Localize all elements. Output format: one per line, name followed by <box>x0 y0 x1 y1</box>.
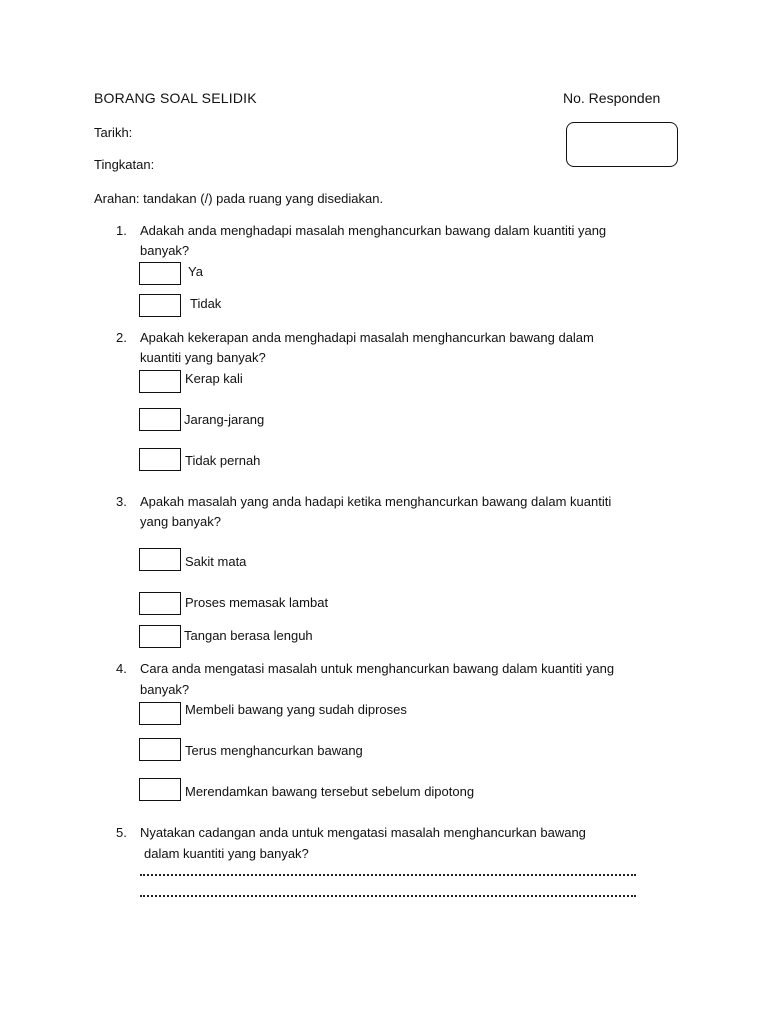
question-text: Cara anda mengatasi masalah untuk menghancurkan bawang dalam kuantiti yang <box>140 661 615 676</box>
option-label: Sakit mata <box>185 554 247 569</box>
option-label: Tidak <box>190 296 222 311</box>
option-label: Membeli bawang yang sudah diproses <box>185 702 407 717</box>
form-title: BORANG SOAL SELIDIK <box>94 90 257 106</box>
respondent-number-label: No. Responden <box>563 90 661 106</box>
option-label: Kerap kali <box>185 371 243 386</box>
question-text: Apakah masalah yang anda hadapi ketika menghancurkan bawang dalam kuantiti <box>140 494 612 509</box>
level-label: Tingkatan: <box>94 157 155 172</box>
checkbox-kerap-kali[interactable] <box>139 370 181 393</box>
checkbox-proses-memasak-lambat[interactable] <box>139 592 181 615</box>
checkbox-tangan-berasa-lenguh[interactable] <box>139 625 181 648</box>
question-number: 3. <box>116 494 127 509</box>
checkbox-membeli-bawang[interactable] <box>139 702 181 725</box>
answer-line[interactable] <box>140 874 636 878</box>
date-label: Tarikh: <box>94 125 133 140</box>
question-number: 5. <box>116 825 127 840</box>
question-number: 4. <box>116 661 127 676</box>
question-text: banyak? <box>140 682 190 697</box>
checkbox-merendamkan-bawang[interactable] <box>139 778 181 801</box>
question-text: Nyatakan cadangan anda untuk mengatasi masalah menghancurkan bawang <box>140 825 586 840</box>
question-number: 2. <box>116 330 127 345</box>
question-text: banyak? <box>140 243 190 258</box>
option-label: Proses memasak lambat <box>185 595 329 610</box>
checkbox-sakit-mata[interactable] <box>139 548 181 571</box>
checkbox-tidak-pernah[interactable] <box>139 448 181 471</box>
question-text: Adakah anda menghadapi masalah menghancurkan bawang dalam kuantiti yang <box>140 223 607 238</box>
question-number: 1. <box>116 223 127 238</box>
checkbox-jarang-jarang[interactable] <box>139 408 181 431</box>
option-label: Tangan berasa lenguh <box>184 628 313 643</box>
question-text: yang banyak? <box>140 514 221 529</box>
option-label: Jarang-jarang <box>184 412 265 427</box>
option-label: Ya <box>188 264 203 279</box>
instruction-text: Arahan: tandakan (/) pada ruang yang disediakan. <box>94 191 384 206</box>
checkbox-ya[interactable] <box>139 262 181 285</box>
option-label: Tidak pernah <box>185 453 261 468</box>
respondent-number-box[interactable] <box>566 122 678 167</box>
question-text: Apakah kekerapan anda menghadapi masalah menghancurkan bawang dalam <box>140 330 594 345</box>
checkbox-tidak[interactable] <box>139 294 181 317</box>
option-label: Merendamkan bawang tersebut sebelum dipotong <box>185 784 475 799</box>
option-label: Terus menghancurkan bawang <box>185 743 363 758</box>
question-text: dalam kuantiti yang banyak? <box>144 846 309 861</box>
answer-line[interactable] <box>140 895 636 899</box>
question-text: kuantiti yang banyak? <box>140 350 266 365</box>
checkbox-terus-menghancurkan[interactable] <box>139 738 181 761</box>
